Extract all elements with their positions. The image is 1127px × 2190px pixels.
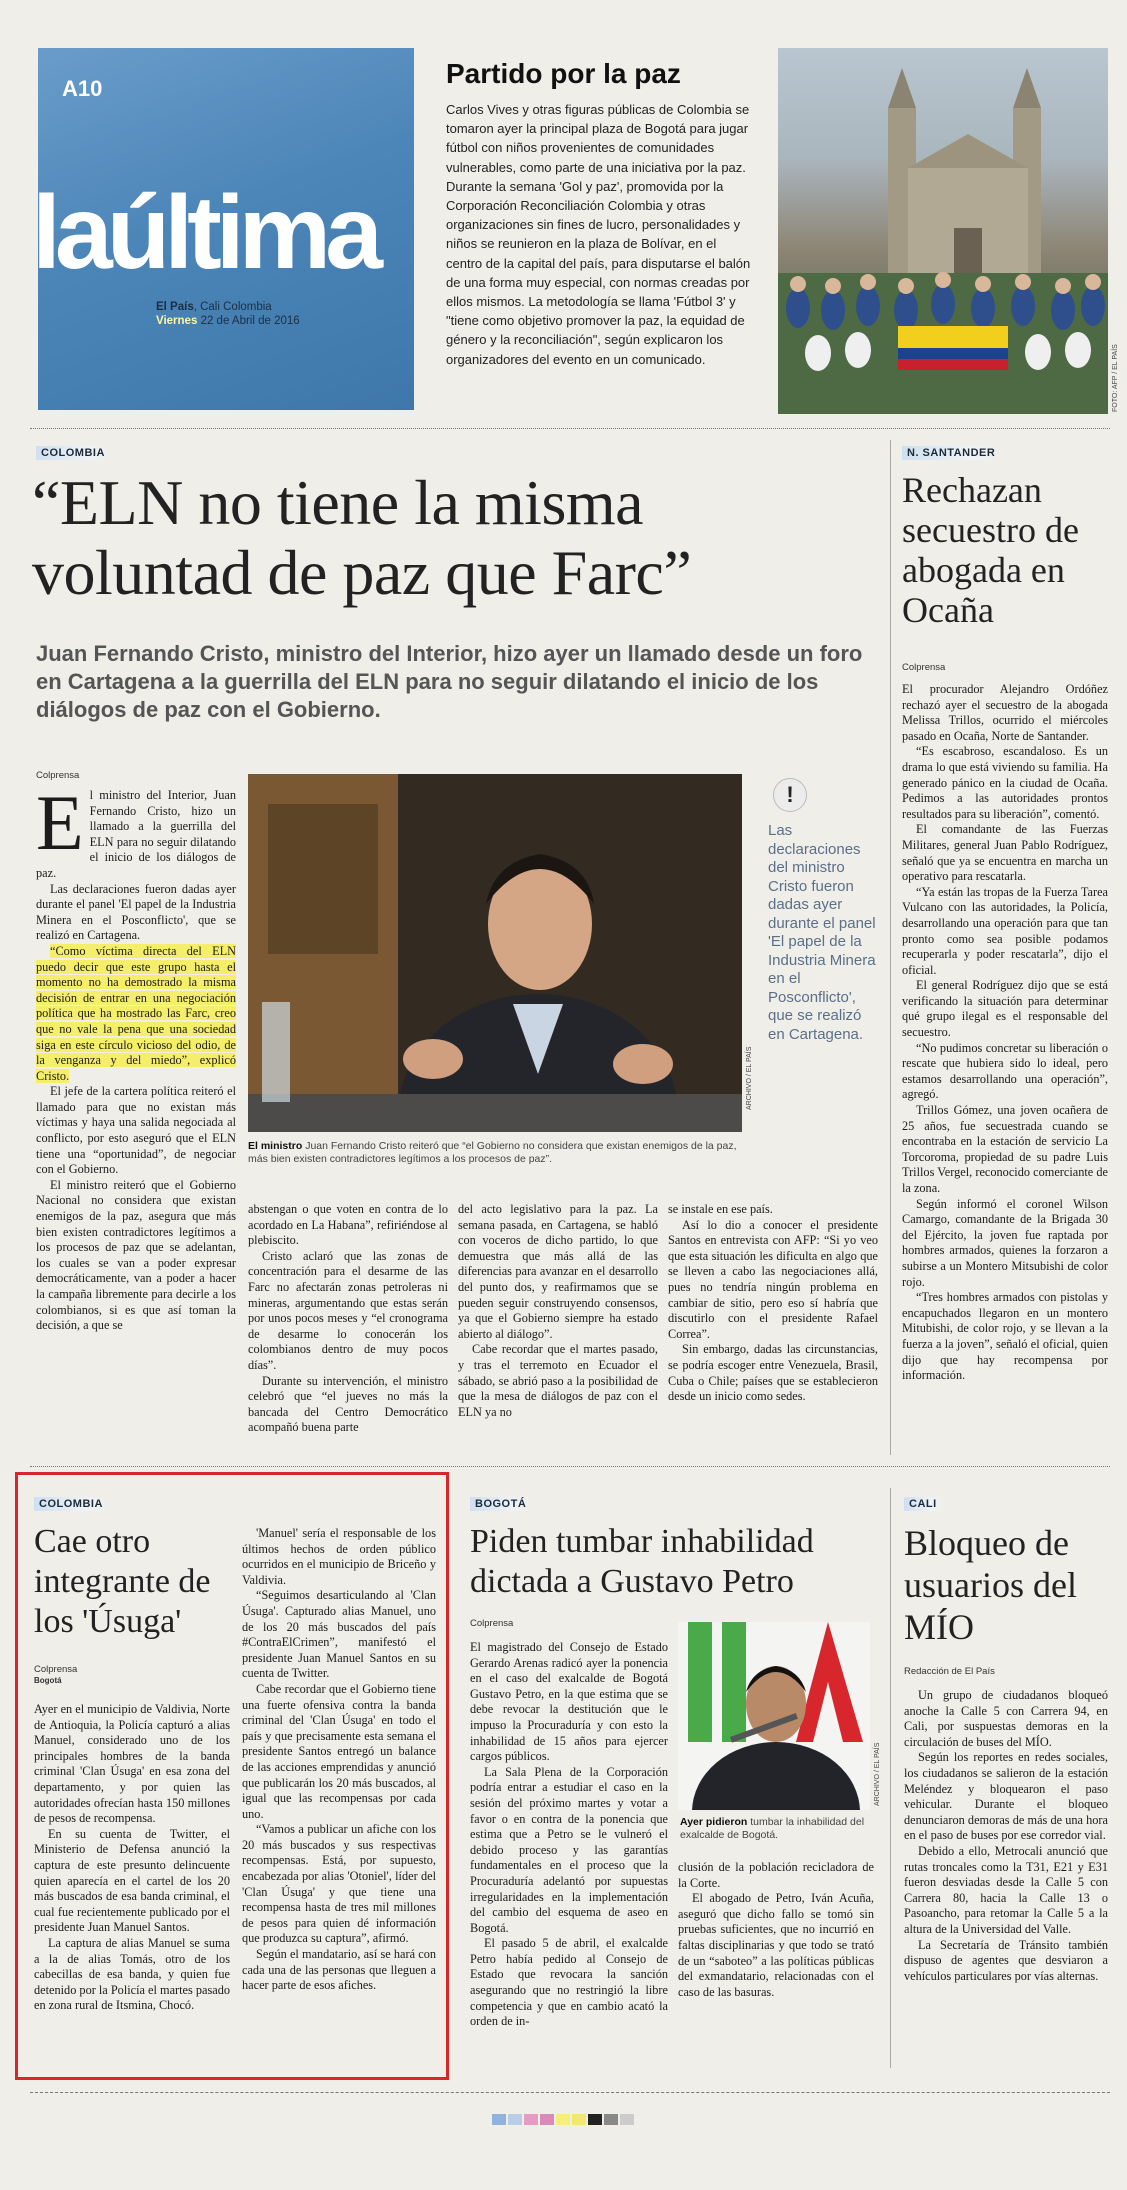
eln-section-tag xyxy=(36,443,110,461)
mio-byline: Redacción de El País xyxy=(904,1666,995,1677)
usuga-headline: Cae otro integrante de los 'Úsuga' xyxy=(34,1523,211,1640)
usuga-paragraph: Cabe recordar que el Gobierno tiene una fuerte ofensiva contra la banda criminal del 'Clan Úsuga' en todo el país y que precisamente esta semana el presidente Santos entregó un balance de las acciones emprendidas y anunció que publicarán los 20 más buscados, al igual que las recompensas por cada uno. xyxy=(242,1681,436,1821)
eln-headline-line2: voluntad de paz que Farc” xyxy=(32,537,692,608)
eln-lead xyxy=(36,779,236,882)
partido-body: Carlos Vives y otras figuras públicas de Colombia se tomaron ayer la principal plaza de Bogotá para jugar fútbol con niños provenientes de comunidades vulnerables, como parte de una iniciativa por la paz. Durante la semana 'Gol y paz', promovida por la Corporación Reconciliación Colombia y otras organizaciones sin fines de lucro, personalidades y niños se reunieron en la plaza de Bolívar, en el centro de la capital del país, para disputarse el balón de una forma muy especial, con normas creadas por ellos mismos. La metodología se llama 'Fútbol 3' y "tiene como objetivo promover la paz, la equidad de género y la reconciliación", según explicaron los organizadores del evento en un comunicado. xyxy=(446,102,751,367)
petro-caption-lead: Ayer pidieron xyxy=(680,1816,748,1828)
eln-headline-line1: “ELN no tiene la misma xyxy=(32,467,644,538)
color-swatch xyxy=(508,2114,522,2125)
petro-paragraph: El abogado de Petro, Iván Acuña, aseguró que dicho fallo se tomó sin pruebas suficientes, que no incurrió en faltas disciplinarias y que todo se trató de un “saboteo” a las políticas públicas del exmandatario, relacionadas con el caso de las basuras. xyxy=(678,1891,874,1999)
mio-paragraph: Debido a ello, Metrocali anunció que rutas troncales como la T31, E21 y E31 fueron desviadas desde la Calle 5 con Carrera 80, hacia la Calle 13 o Pasoancho, para retomar la Calle 5 a la altura de la Universidad del Valle. xyxy=(904,1843,1108,1936)
mio-body xyxy=(904,1688,1108,1984)
page-number: A10 xyxy=(62,76,103,101)
info-icon: ! xyxy=(773,778,807,812)
color-swatch xyxy=(492,2114,506,2125)
mio-paragraph: Un grupo de ciudadanos bloqueó anoche la Calle 5 con Carrera 94, en Cali, por suspuestas demoras en la circulación de buses del MÍO. xyxy=(904,1688,1108,1749)
ocana-headline: Rechazan secuestro de abogada en Ocaña xyxy=(902,470,1079,630)
usuga-paragraph: Ayer en el municipio de Valdivia, Norte de Antioquia, la Policía capturó a alias Manuel, considerado uno de los principales hombres de la banda criminal 'Clan Úsuga' en esa zona del departamento, y por quien las autoridades ofrecían hasta 150 millones de pesos de recompensa. xyxy=(34,1702,230,1826)
eln-deck: Juan Fernando Cristo, ministro del Interior, hizo ayer un llamado desde un foro en Cartagena a la guerrilla del ELN para no seguir dilatando el inicio de los diálogos de paz con el Gobierno. xyxy=(36,641,863,722)
petro-photo-credit: ARCHIVO / EL PAÍS xyxy=(874,1742,881,1806)
eln-quote-highlight: “Como víctima directa del ELN puedo decir que este grupo hasta el momento no ha demostrado la misma decisión de entrar en una negociación política que ha mostrado las Farc, creo que no vale la pena que una sociedad siga en este círculo vicioso del odio, de la venganza y del miedo”, explicó Cristo. xyxy=(36,943,236,1083)
petro-caption xyxy=(680,1816,872,1842)
ocana-section-tag xyxy=(902,443,1000,461)
column-divider xyxy=(890,1488,891,2068)
color-swatch xyxy=(620,2114,634,2125)
mio-headline: Bloqueo de usuarios del MÍO xyxy=(904,1523,1077,1647)
partido-headline: Partido por la paz xyxy=(446,58,681,89)
eln-caption xyxy=(248,1140,742,1166)
usuga-byline xyxy=(34,1664,77,1686)
mio-section-label: CALI xyxy=(904,1497,942,1511)
usuga-section-tag xyxy=(34,1494,108,1512)
petro-illustration xyxy=(678,1622,870,1810)
eln-photo xyxy=(248,774,742,1132)
ocana-paragraph: “Tres hombres armados con pistolas y encapuchados llegaron en un montero Mitubishi, de color rojo, y se llevan a la fuerza a la joven”, señaló el oficial, quien dijo que hay recompensa por información. xyxy=(902,1290,1108,1383)
eln-paragraph: Cristo aclaró que las zonas de concentración para el desarme de las Farc no afectarán zonas petroleras ni mineras, argumentando que estas serán por unos pocos meses y “el cronograma de desarme lo conocerán los colombianos dentro de muy pocos días”. xyxy=(248,1248,448,1372)
eln-caption-lead: El ministro xyxy=(248,1140,303,1152)
color-swatch xyxy=(524,2114,538,2125)
color-swatch xyxy=(604,2114,618,2125)
petro-paragraph: El magistrado del Consejo de Estado Gerardo Arenas radicó ayer la ponencia en el caso del exalcalde de Bogotá Gustavo Petro, en la que estima que se debe revocar la destitución que le impuso la Procuraduría y con esto la inhabilidad de 15 años para ejercer cargos públicos. xyxy=(470,1640,668,1764)
usuga-paragraph: La captura de alias Manuel se suma a la de alias Tomás, otro de los cabecillas de esa banda, y quien fue detenido por la Policía el martes pasado en zona rural de Itsmina, Chocó. xyxy=(34,1935,231,2013)
usuga-section-label: COLOMBIA xyxy=(34,1497,108,1511)
petro-paragraph: clusión de la población recicladora de la Corte. xyxy=(678,1860,874,1890)
mio-paragraph: Según los reportes en redes sociales, los ciudadanos se salieron de la estación Meléndez y bloquearon el paso vehicular. Durante el bloqueo denunciaron demoras de más de una hora en el paso de buses por ese corredor vial. xyxy=(904,1750,1108,1843)
eln-paragraph: El jefe de la cartera política reiteró el llamado para que no existan más víctimas y haya una salida negociada al conflicto, por esto aseguró que el ELN tiene una “oportunidad”, de negociar con el Gobierno. xyxy=(36,1084,236,1177)
ocana-paragraph: “Ya están las tropas de la Fuerza Tarea Vulcano con las autoridades, la Policía, desarrollando una operación para que tan pronto como sea posible podamos recuperarla y poder rescatarla”, dijo el oficial. xyxy=(902,884,1108,977)
eln-byline: Colprensa xyxy=(36,770,80,781)
eln-lead-text: l ministro del Interior, Juan Fernando Cristo, hizo un llamado a la guerrilla del ELN para no seguir dilatando el inicio de los diálogos de paz. xyxy=(36,788,236,880)
eln-paragraph: se instale en ese país. xyxy=(668,1202,773,1216)
usuga-paragraph: “Seguimos desarticulando al 'Clan Úsuga'. Capturado alias Manuel, uno de los 20 más buscados del país #ContraElCrimen”, manifestó el presidente Juan Manuel Santos en su cuenta de Twitter. xyxy=(242,1588,436,1681)
date: 22 de Abril de 2016 xyxy=(200,315,300,327)
ocana-paragraph: El procurador Alejandro Ordóñez rechazó ayer el secuestro de la abogada Melissa Trillos, ocurrido el miércoles pasado en Ocaña, Norte de Santander. xyxy=(902,682,1108,743)
ocana-paragraph: El comandante de las Fuerzas Militares, general Juan Pablo Rodríguez, señaló que ya se encuentra en marcha un operativo para rescatarla. xyxy=(902,822,1108,884)
usuga-paragraph: 'Manuel' sería el responsable de los últimos hechos de orden público ocurridos en el municipio de Briceño y Valdivia. xyxy=(242,1526,436,1587)
ocana-byline: Colprensa xyxy=(902,662,946,673)
usuga-paragraph: En su cuenta de Twitter, el Ministerio de Defensa anunció la captura de este presunto delincuente quien aparecía en el cartel de los 20 más buscados de esa banda criminal, el cual fue recientemente publicado por el presidente Juan Manuel Santos. xyxy=(34,1826,230,1935)
cathedral-illustration xyxy=(778,48,1108,414)
ocana-section-label: N. SANTANDER xyxy=(902,446,1000,460)
mio-paragraph: La Secretaría de Tránsito también dispuso de agentes que desviaron a vehículos particulares por vías alternas. xyxy=(904,1937,1108,1983)
ocana-paragraph: El general Rodríguez dijo que se está verificando la situación para determinar qué grupo ilegal es el responsable del secuestro. xyxy=(902,978,1108,1040)
eln-photo-credit: ARCHIVO / EL PAÍS xyxy=(746,1046,753,1110)
newspaper-name: El País xyxy=(156,301,194,313)
petro-section-label: BOGOTÁ xyxy=(470,1497,531,1511)
partido-photo xyxy=(778,48,1108,414)
eln-column-3 xyxy=(458,1202,658,1420)
eln-paragraph: abstengan o que voten en contra de lo acordado en La Habana”, refiriéndose al plebiscito. xyxy=(248,1202,448,1248)
weekday: Viernes xyxy=(156,315,198,327)
eln-paragraph: Las declaraciones fueron dadas ayer durante el panel 'El papel de la Industria Minera en el Posconflicto', que se realizó en Cartagena. xyxy=(36,881,236,943)
petro-byline: Colprensa xyxy=(470,1618,514,1629)
eln-paragraph: Sin embargo, dadas las circunstancias, se podría escoger entre Venezuela, Brasil, Cuba o Chile; países que se establecieron desde un inicio como sedes. xyxy=(668,1342,878,1404)
partido-photo-credit: FOTO: AFP / EL PAÍS xyxy=(1112,344,1119,412)
ocana-paragraph: “No pudimos concretar su liberación o rescate que hubiera sido lo ideal, pero estamos desarrollando una operación”, agregó. xyxy=(902,1040,1108,1102)
eln-paragraph: Así lo dio a conocer el presidente Santos en entrevista con AFP: “Si yo veo que esta situación les dificulta en algo que se lleven a cabo las negociaciones allá, pues no tendría ningún problema en cambiar de sitio, pero eso sí habría que discutirlo con el presidente Rafael Correa”. xyxy=(668,1217,878,1341)
middle-separator xyxy=(30,1466,1110,1467)
eln-quote xyxy=(36,944,236,1084)
petro-photo xyxy=(678,1622,870,1810)
top-separator xyxy=(30,428,1110,429)
eln-caption-text: Juan Fernando Cristo reiteró que “el Gobierno no considera que existan enemigos de la paz, más bien existen contradictores legítimos a los procesos de paz”. xyxy=(248,1140,737,1165)
eln-paragraph: El ministro reiteró que el Gobierno Nacional no considera que existan enemigos de la paz, asegura que más bien existen contradictores legítimos a los procesos de paz que se adelantan, los cuales se van a poder expresar democráticamente, van a poder a hacer la campaña libremente para decirle a los colombianos, si es que así toman la decisión, a que se xyxy=(36,1177,236,1333)
color-swatch xyxy=(556,2114,570,2125)
petro-paragraph: El pasado 5 de abril, el exalcalde Petro había pedido al Consejo de Estado que revocara la sanción asegurando que no restringió la libre competencia y que en cambio acató la orden de in- xyxy=(470,1936,668,2029)
eln-pullquote: Las declaraciones del ministro Cristo fueron dadas ayer durante el panel 'El papel de la Industria Minera en el Posconflicto', que se realizó en Cartagena. xyxy=(768,822,876,1043)
eln-column-4 xyxy=(668,1202,878,1405)
eln-paragraph: del acto legislativo para la paz. La semana pasada, en Cartagena, se habló con voceros de dicho partido, lo que demuestra que más allá de las diferencias para avanzar en el desarrollo del punto dos, y reafirmamos que se pueden seguir construyendo consensos, ya que el Gobierno siempre ha estado abierto al diálogo”. xyxy=(458,1202,658,1341)
eln-section-label: COLOMBIA xyxy=(36,446,110,460)
eln-headline xyxy=(32,468,691,608)
eln-column-1 xyxy=(36,779,236,1334)
ocana-paragraph: Según informó el coronel Wilson Camargo, comandante de la Brigada 30 del Ejército, la joven fue raptada por hombres armados, quienes la forzaron a subirse a un Montero Mitsubishi de color rojo. xyxy=(902,1196,1108,1289)
usuga-byline-agency: Colprensa xyxy=(34,1664,78,1675)
color-swatch xyxy=(588,2114,602,2125)
usuga-paragraph: “Vamos a publicar un afiche con los 20 más buscados y sus respectivas recompensas. Está, por supuesto, encabezada por alias 'Otoniel', líder del 'Clan Úsuga' y que tiene una recompensa hasta de tres mil millones de pesos para quien dé información que produzca su captura”, afirmó. xyxy=(242,1822,436,1946)
usuga-column-1 xyxy=(34,1702,230,2014)
bottom-separator xyxy=(30,2092,1110,2093)
eln-paragraph: Durante su intervención, el ministro celebró que “el jueves no más la bancada del Centro Democrático acompañó buena parte xyxy=(248,1373,448,1435)
petro-headline: Piden tumbar inhabilidad dictada a Gustavo Petro xyxy=(470,1523,814,1600)
print-color-bar xyxy=(492,2112,636,2130)
ocana-paragraph: “Es escabroso, escandaloso. Es un drama lo que está viviendo su familia. Ha generado pánico en la ciudad de Ocaña. Pedimos a las autoridades prontos resultados para su liberación”, comentó. xyxy=(902,744,1108,821)
petro-column-1 xyxy=(470,1640,668,2030)
city: , Cali Colombia xyxy=(193,301,272,313)
petro-section-tag xyxy=(470,1494,531,1512)
eln-column-2 xyxy=(248,1202,448,1436)
usuga-column-2 xyxy=(242,1526,436,1994)
ocana-body xyxy=(902,682,1108,1384)
usuga-dateline: Bogotá xyxy=(34,1676,62,1685)
masthead-block xyxy=(32,48,414,410)
masthead-dateline xyxy=(156,300,300,328)
section-name: laúltima xyxy=(32,175,377,291)
ocana-paragraph: Trillos Gómez, una joven ocañera de 25 años, fue secuestrada cuando se encontraba en la estación de servicio La Torcoroma, propiedad de su padre Luis Trillos Vergel, reconocido comerciante de la zona. xyxy=(902,1103,1108,1195)
eln-dropcap: E xyxy=(36,779,84,866)
petro-paragraph: La Sala Plena de la Corporación podría entrar a estudiar el caso en la sesión del próximo martes y votar a favor o en contra de la ponencia que estima que a Petro se le vulneró el debido proceso y las garantías fundamentales en el proceso que la Procuraduría adelantó por supuestas irregularidades en la implementación del cambio del esquema de aseo en Bogotá. xyxy=(470,1764,668,1935)
mio-section-tag xyxy=(904,1494,942,1512)
column-divider xyxy=(890,440,891,1455)
petro-caption-text: tumbar la inhabilidad del exalcalde de Bogotá. xyxy=(680,1816,865,1841)
color-swatch xyxy=(572,2114,586,2125)
color-swatch xyxy=(540,2114,554,2125)
minister-illustration xyxy=(248,774,742,1132)
eln-paragraph: Cabe recordar que el martes pasado, y tras el terremoto en Ecuador el sábado, se abrió paso a la posibilidad de que la mesa de diálogos de paz con el ELN ya no xyxy=(458,1342,658,1419)
usuga-paragraph: Según el mandatario, así se hará con cada una de las personas que lleguen a hacer parte de esos afiches. xyxy=(242,1947,436,1993)
petro-column-2 xyxy=(678,1860,874,2000)
